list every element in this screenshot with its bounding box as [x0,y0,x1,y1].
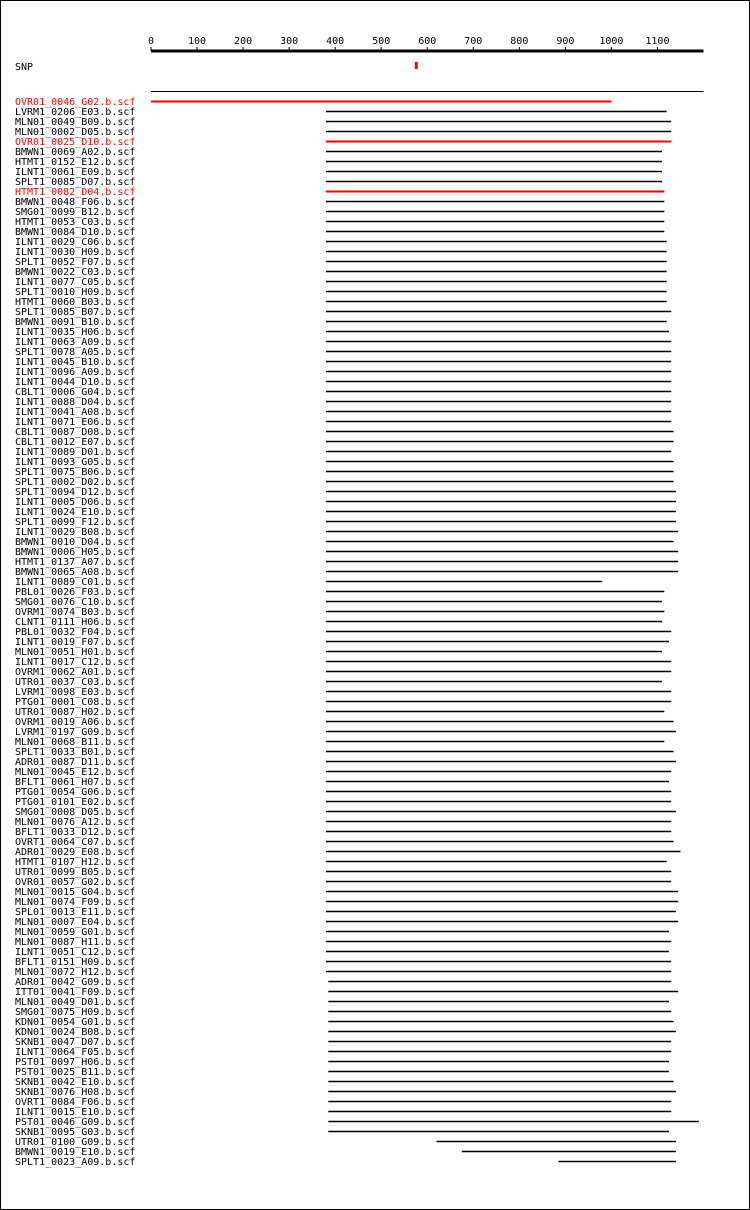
read-name-label: SMG01_0099_B12.b.scf [15,207,136,218]
snp-marker [415,62,418,69]
read-name-label: ILNT1_0044_D10.b.scf [15,377,136,388]
read-name-label: SKNB1_0095_G03.b.scf [15,1127,136,1138]
read-name-label: OVRT1_0084_F06.b.scf [15,1097,136,1108]
read-name-label: ILNT1_0061_E09.b.scf [15,167,136,178]
read-name-label: BMWN1_0010_D04.b.scf [15,537,136,548]
read-name-label: HTMT1_0082_D04.b.scf [15,187,136,198]
read-name-label: ADR01_0029_E08.b.scf [15,847,136,858]
read-name-label: SPLT1_0052_F07.b.scf [15,257,136,268]
reads-list [15,97,699,1168]
read-name-label: UTR01_0037_C03.b.scf [15,677,136,688]
read-name-label: CBLT1_0006_G04.b.scf [15,387,136,398]
read-name-label: ILNT1_0064_F05.b.scf [15,1047,136,1058]
axis-tick-label: 300 [280,36,299,47]
read-name-label: OVR01_0057_G02.b.scf [15,877,136,888]
read-name-label: ILNT1_0063_A09.b.scf [15,337,136,348]
read-name-label: PBL01_0026_F03.b.scf [15,587,136,598]
axis-tick-label: 400 [326,36,345,47]
read-name-label: ILNT1_0030_H09.b.scf [15,247,136,258]
read-name-label: SPLT1_0010_H09.b.scf [15,287,136,298]
read-name-label: ILNT1_0088_D04.b.scf [15,397,136,408]
read-name-label: ILNT1_0035_H06.b.scf [15,327,136,338]
read-name-label: ADR01_0087_D11.b.scf [15,757,136,768]
read-name-label: ILNT1_0005_D06.b.scf [15,497,136,508]
read-name-label: ILNT1_0029_C06.b.scf [15,237,136,248]
read-name-label: SPLT1_0085_D07.b.scf [15,177,136,188]
read-name-label: ILNT1_0029_B08.b.scf [15,527,136,538]
read-name-label: HTMT1_0137_A07.b.scf [15,557,136,568]
read-name-label: MLN01_0007_E04.b.scf [15,917,136,928]
read-name-label: OVRT1_0064_C07.b.scf [15,837,136,848]
read-name-label: ILNT1_0077_C05.b.scf [15,277,136,288]
read-name-label: BMWN1_0084_D10.b.scf [15,227,136,238]
read-name-label: HTMT1_0053_C03.b.scf [15,217,136,228]
read-name-label: HTMT1_0152_E12.b.scf [15,157,136,168]
read-name-label: CLNT1_0111_H06.b.scf [15,617,136,628]
read-name-label: ILNT1_0019_F07.b.scf [15,637,136,648]
position-axis [148,36,703,51]
read-name-label: ILNT1_0089_C01.b.scf [15,577,136,588]
read-name-label: SPLT1_0002_D02.b.scf [15,477,136,488]
read-name-label: PTG01_0054_G06.b.scf [15,787,136,798]
read-name-label: SPLT1_0085_B07.b.scf [15,307,136,318]
read-name-label: SKNB1_0042_E10.b.scf [15,1077,136,1088]
read-name-label: ILNT1_0071_E06.b.scf [15,417,136,428]
read-alignment-chart [1,1,749,1209]
read-name-label: BFLT1_0033_D12.b.scf [15,827,136,838]
read-name-label: BMWN1_0019_E10.b.scf [15,1147,136,1158]
axis-tick-label: 0 [147,36,155,47]
read-name-label: SPLT1_0023_A09.b.scf [15,1157,136,1168]
read-name-label: PST01_0025_B11.b.scf [15,1067,136,1078]
read-name-label: MLN01_0002_D05.b.scf [15,127,136,138]
read-name-label: OVRM1_0019_A06.b.scf [15,717,136,728]
read-name-label: MLN01_0076_A12.b.scf [15,817,136,828]
read-name-label: SPLT1_0033_B01.b.scf [15,747,136,758]
read-name-label: OVRM1_0062_A01.b.scf [15,667,136,678]
read-name-label: SPLT1_0078_A05.b.scf [15,347,136,358]
read-name-label: ADR01_0042_G09.b.scf [15,977,136,988]
read-name-label: ILNT1_0051_C12.b.scf [15,947,136,958]
read-name-label: ILNT1_0041_A08.b.scf [15,407,136,418]
read-name-label: SPL01_0013_E11.b.scf [15,907,136,918]
read-name-label: MLN01_0049_B09.b.scf [15,117,136,128]
read-name-label: ILNT1_0017_C12.b.scf [15,657,136,668]
read-name-label: ILNT1_0024_E10.b.scf [15,507,136,518]
axis-tick-label: 600 [418,36,437,47]
read-name-label: MLN01_0049_D01.b.scf [15,997,136,1008]
read-name-label: MLN01_0072_H12.b.scf [15,967,136,978]
read-name-label: MLN01_0015_G04.b.scf [15,887,136,898]
read-name-label: BFLT1_0061_H07.b.scf [15,777,136,788]
read-name-label: MLN01_0068_B11.b.scf [15,737,136,748]
snp-track [15,62,418,73]
axis-tick-label: 1000 [599,36,624,47]
read-name-label: SPLT1_0075_B06.b.scf [15,467,136,478]
read-row [15,1157,676,1168]
read-name-label: ILNT1_0093_G05.b.scf [15,457,136,468]
read-name-label: MLN01_0045_E12.b.scf [15,767,136,778]
axis-tick-label: 200 [234,36,253,47]
read-name-label: PST01_0046_G09.b.scf [15,1117,136,1128]
read-name-label: BMWN1_0065_A08.b.scf [15,567,136,578]
read-name-label: MLN01_0059_G01.b.scf [15,927,136,938]
read-name-label: LVRM1_0197_G09.b.scf [15,727,136,738]
read-name-label: LVRM1_0206_E03.b.scf [15,107,136,118]
read-name-label: BMWN1_0022_C03.b.scf [15,267,136,278]
read-name-label: PST01_0097_H06.b.scf [15,1057,136,1068]
read-name-label: MLN01_0074_F09.b.scf [15,897,136,908]
read-name-label: OVR01_0025_D10.b.scf [15,137,136,148]
read-name-label: UTR01_0087_H02.b.scf [15,707,136,718]
read-name-label: KDN01_0024_B08.b.scf [15,1027,136,1038]
read-name-label: SPLT1_0094_D12.b.scf [15,487,136,498]
read-name-label: CBLT1_0012_E07.b.scf [15,437,136,448]
read-name-label: MLN01_0087_H11.b.scf [15,937,136,948]
read-name-label: SKNB1_0076_H08.b.scf [15,1087,136,1098]
read-name-label: OVR01_0046_G02.b.scf [15,97,136,108]
read-name-label: MLN01_0051_H01.b.scf [15,647,136,658]
read-name-label: HTMT1_0107_H12.b.scf [15,857,136,868]
axis-tick-label: 100 [188,36,207,47]
axis-tick-label: 800 [510,36,529,47]
read-name-label: CBLT1_0087_D08.b.scf [15,427,136,438]
read-name-label: SMG01_0008_D05.b.scf [15,807,136,818]
axis-tick-label: 900 [556,36,575,47]
read-name-label: ILNT1_0089_D01.b.scf [15,447,136,458]
read-name-label: PBL01_0032_F04.b.scf [15,627,136,638]
read-name-label: LVRM1_0098_E03.b.scf [15,687,136,698]
read-name-label: UTR01_0100_G09.b.scf [15,1137,136,1148]
read-name-label: OVRM1_0074_B03.b.scf [15,607,136,618]
read-name-label: BMWN1_0048_F06.b.scf [15,197,136,208]
read-name-label: ILNT1_0045_B10.b.scf [15,357,136,368]
read-name-label: SPLT1_0099_F12.b.scf [15,517,136,528]
read-name-label: SMG01_0075_H09.b.scf [15,1007,136,1018]
read-name-label: BFLT1_0151_H09.b.scf [15,957,136,968]
read-name-label: BMWN1_0069_A02.b.scf [15,147,136,158]
read-name-label: UTR01_0099_B05.b.scf [15,867,136,878]
read-name-label: ILNT1_0096_A09.b.scf [15,367,136,378]
read-name-label: KDN01_0054_G01.b.scf [15,1017,136,1028]
read-name-label: SKNB1_0047_D07.b.scf [15,1037,136,1048]
read-name-label: ITT01_0041_F09.b.scf [15,987,136,998]
read-name-label: ILNT1_0015_E10.b.scf [15,1107,136,1118]
axis-tick-label: 1100 [645,36,670,47]
snp-label: SNP [15,62,34,73]
read-name-label: PTG01_0001_C08.b.scf [15,697,136,708]
read-name-label: PTG01_0101_E02.b.scf [15,797,136,808]
read-name-label: BMWN1_0091_B10.b.scf [15,317,136,328]
read-name-label: SMG01_0076_C10.b.scf [15,597,136,608]
axis-tick-label: 500 [372,36,391,47]
read-name-label: HTMT1_0060_B03.b.scf [15,297,136,308]
read-name-label: BMWN1_0006_H05.b.scf [15,547,136,558]
axis-tick-label: 700 [464,36,483,47]
